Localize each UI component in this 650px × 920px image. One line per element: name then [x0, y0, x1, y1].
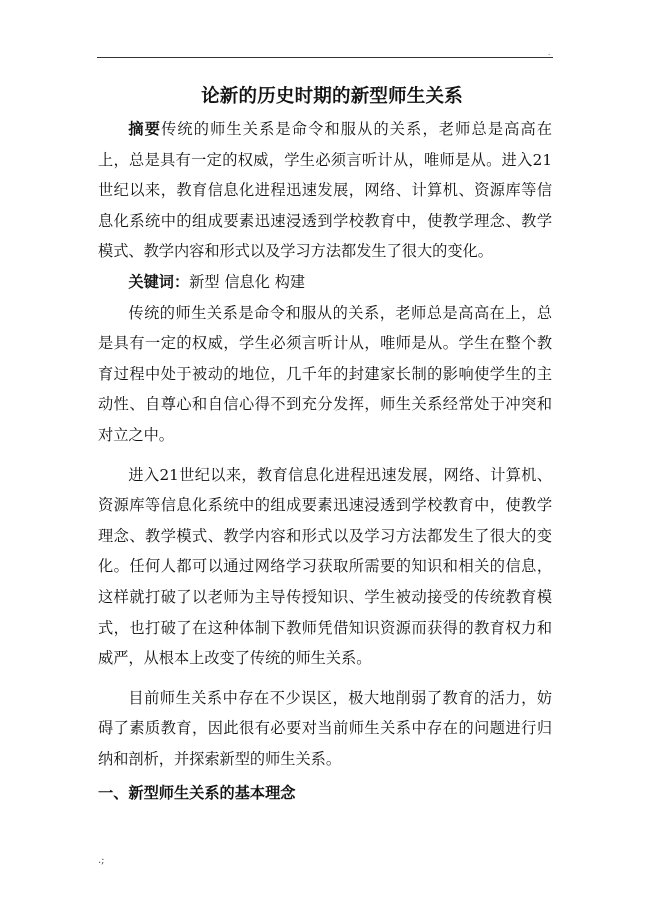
body-paragraph-3: 目前师生关系中存在不少误区，极大地削弱了教育的活力，妨碍了素质教育，因此很有必要对当前师生关系中存在的问题进行归纳和剖析，并探索新型的师生关系。	[98, 688, 552, 768]
body-paragraph-2: 进入21世纪以来，教育信息化进程迅速发展，网络、计算机、资源库等信息化系统中的组成要素迅速浸透到学校教育中，使教学理念、教学模式、教学内容和形式以及学习方法都发生了很大的变化。任何人都可以通过网络学习获取所需要的知识和相关的信息，这样就打破了以老师为主导传授知识、学生被动接受的传统教育模式，也打破了在这种体制下教师凭借知识资源而获得的教育权力和威严，从根本上改变了传统的师生关系。	[98, 465, 552, 668]
header-rule	[97, 57, 553, 58]
body-paragraph-1: 传统的师生关系是命令和服从的关系，老师总是高高在上，总是具有一定的权威，学生必须言听计从，唯师是从。学生在整个教育过程中处于被动的地位，几千年的封建家长制的影响使学生的主动性、自尊心和自信心得不到充分发挥，师生关系经常处于冲突和对立之中。	[98, 303, 552, 444]
section-heading: 一、新型师生关系的基本理念	[98, 784, 296, 803]
abstract-paragraph	[98, 114, 552, 267]
header-mark: .	[548, 49, 551, 57]
footer-mark: .;	[98, 855, 105, 866]
keywords-text: 新型 信息化 构建	[189, 272, 306, 291]
abstract-label: 摘要	[128, 120, 162, 138]
document-body	[98, 84, 552, 806]
keywords-paragraph	[98, 267, 552, 298]
document-title: 论新的历史时期的新型师生关系	[201, 86, 463, 107]
abstract-text: 传统的师生关系是命令和服从的关系，老师总是高高在上，总是具有一定的权威，学生必须言听计从，唯师是从。进入21世纪以来，教育信息化进程迅速发展，网络、计算机、资源库等信息化系统中的组成要素迅速浸透到学校教育中，使教学理念、教学模式、教学内容和形式以及学习方法都发生了很大的变化。	[98, 120, 553, 261]
keywords-label: 关键词：	[128, 272, 190, 291]
